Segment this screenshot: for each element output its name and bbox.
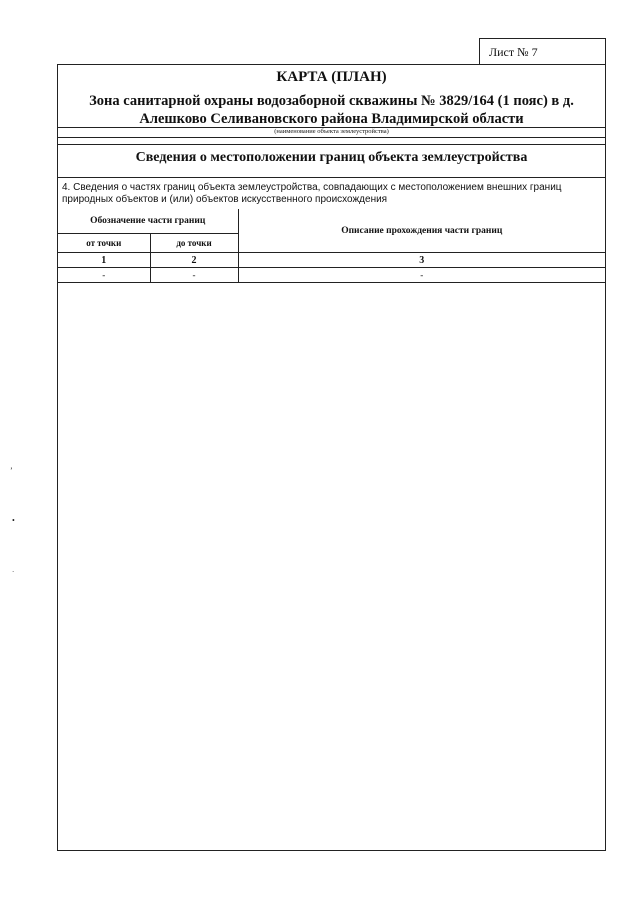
group-header: Обозначение части границ: [58, 209, 238, 234]
object-name: Зона санитарной охраны водозаборной скважины № 3829/164 (1 пояс) в д. Алешково Селивановского района Владимирской области: [89, 93, 574, 127]
from-point-header: от точки: [58, 234, 150, 253]
divider: [58, 137, 605, 138]
divider: [58, 144, 605, 145]
boundary-parts-table: [58, 209, 605, 283]
margin-mark: ˑ: [12, 568, 15, 577]
column-number: 1: [58, 253, 150, 268]
divider: [58, 177, 605, 178]
description-cell: -: [238, 268, 605, 283]
description-header: Описание прохождения части границ: [238, 209, 605, 253]
section-paragraph: 4. Сведения о частях границ объекта землеустройства, совпадающих с местоположением внешних границ природных объектов и (или) объектов искусственного происхождения: [62, 182, 562, 205]
margin-mark: •: [12, 516, 15, 525]
from-point-cell: -: [58, 268, 150, 283]
map-title: КАРТА (ПЛАН): [276, 69, 387, 85]
document-frame: [57, 64, 606, 851]
to-point-header: до точки: [150, 234, 238, 253]
to-point-cell: -: [150, 268, 238, 283]
column-number: 2: [150, 253, 238, 268]
margin-mark: ʼ: [10, 466, 13, 475]
table-row: [58, 268, 605, 283]
column-number: 3: [238, 253, 605, 268]
object-name-note: (наименование объекта землеустройства): [274, 128, 389, 135]
sheet-number: Лист № 7: [479, 38, 606, 64]
section-title: Сведения о местоположении границ объекта землеустройства: [135, 150, 528, 165]
